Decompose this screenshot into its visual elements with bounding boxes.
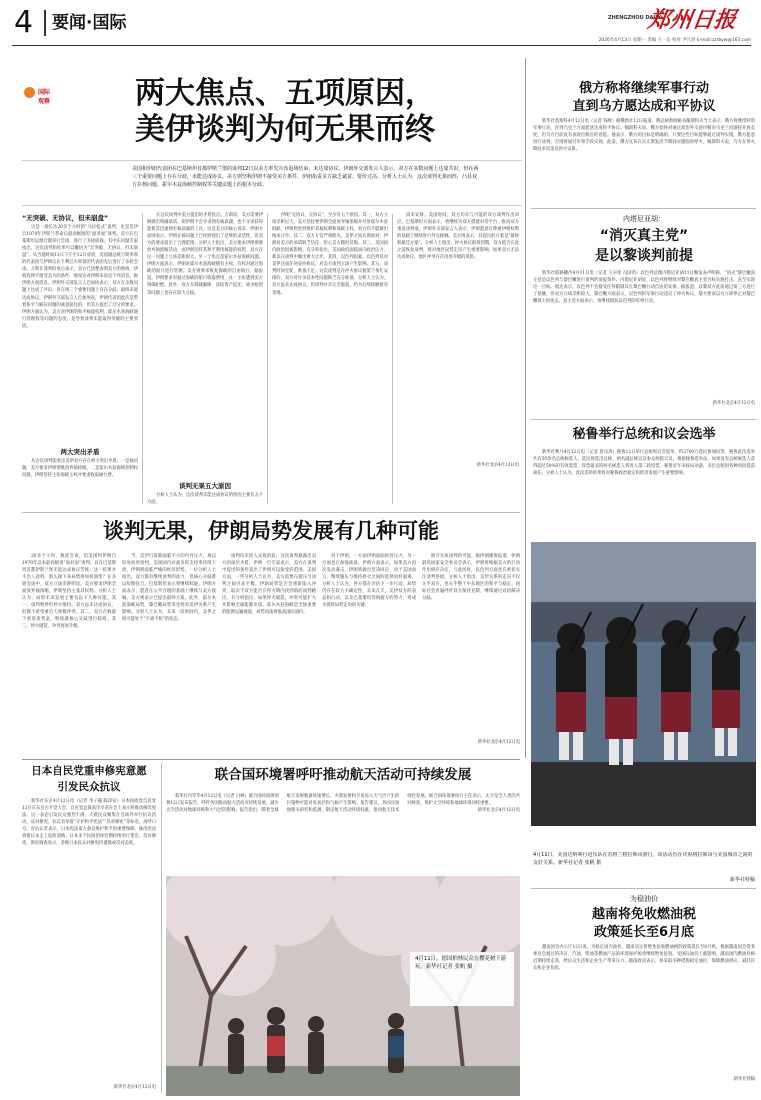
- section-name: 要闻·国际: [52, 13, 127, 33]
- main-headline-line2: 美伊谈判为何无果而终: [135, 112, 435, 147]
- paper-logo: 郑州日报: [646, 7, 738, 33]
- japan-body: [22, 798, 156, 1096]
- main-byline: 新华社北京4月12日电: [476, 463, 519, 468]
- feature-headline: 谈判无果，伊朗局势发展有几种可能: [103, 519, 439, 543]
- right-mid-text: 新华社耶路撒冷4月11日电（记者 王卓伦 冯国芮）以色列总理内塔尼亚胡11日晚发表声明称，“消灭”黎巴嫩真主党是以色列与黎巴嫩进行谈判的前提条件。内塔尼亚胡说，以色列将继续对黎巴嫩真主党目标实施打击，直至实现这一目标。他还表示，以色列不会接受任何限制其在黎巴嫩行动自由的安排。据报道，以黎双方此前通过第三方进行了接触，但双方立场差距较大。黎巴嫩方面表示，以色列的军事行动违反了停火协议，黎方要求以方立即停止对黎巴嫩领土的攻击。真主党方面表示，将继续抵抗以色列的军事行动。: [533, 271, 755, 305]
- vietnam-kicker: 为稳油价: [630, 895, 658, 903]
- vietnam-headline-2: 政策延长至6月底: [593, 925, 695, 940]
- main-col3-body: 伊朗“无协议、无协议”，至少有五个原因。其一，双方立场差距过大。美方坚持要伊朗全面放弃铀浓缩并开放霍尔木兹海峡，伊朗则坚持维护其核权利和海峡主权，双方均不愿做出根本让步。其二，双方互信严重缺失。美伊之间长期敌对，伊朗对美方的承诺缺乏信任，担心美方随时反悔。其三，美国国内政治因素影响。有分析指出，美国政府面临国内政治压力，难以在谈判中做出重大让步。其四，以色列因素。以色列反对美伊达成任何妥协协议，对美方谈判立场产生影响。其五，谈判时间仓促、准备不足。这次谈判是在停火协议框架下匆忙安排的，双方对许多技术性问题缺乏充分准备。分析人士认为，双方虽未达成协议，但谈判并未完全破裂，仍为后续接触留有余地。: [272, 213, 388, 296]
- bagpipe-band-photo: [531, 542, 756, 826]
- unep-headline: 联合国环境署呼吁推动航天活动可持续发展: [214, 767, 472, 783]
- main-subhead-2: 两大突出矛盾: [60, 448, 100, 457]
- feature-col1-body: 20多个小时，数轮会谈，但美国和伊朗自1979年以来最高级别“面对面”谈判，以在巴基斯坦首都伊斯兰堡未能达成协议告终。这一结果并不出人意料，那么接下来局势将如何演变？在多轮会谈中，双方立场差距明显。美方要求伊朗全面放弃铀浓缩，伊朗坚持主张其权利。分析人士认为，局势未来发展主要有以下几种可能。其一，谈判暂停但停火维持。双方虽未达成协议，但都不希望重启大规模冲突。其二，双方在斡旋下重返谈判桌，继续就核心分歧进行磋商。其三，停火破裂，冲突再度升级。: [22, 554, 116, 630]
- main-col-2: [147, 212, 263, 512]
- main-col2-body: 在这次谈判中美方提出的矛盾焦点。万斯说，美方需要伊朗做出明确承诺，即伊朗不会寻求拥有核武器，也不寻求获得能使其迅速拥有核武器的工具。这是美方的核心诉求。伊朗方面则表示，伊朗在核问题上已经展现出了足够的灵活性，但美方的要求超出了合理范围。分析人士指出，美方要求伊朗彻底放弃铀浓缩活动，而伊朗坚持其和平利用核能的权利，双方在这一问题上立场差距很大。另一个焦点是霍尔木兹海峡问题。伊朗方面表示，伊朗对霍尔木兹海峡拥有主权，有权对通过海峡的船只进行管理。美方则要求恢复海峡的自由航行。据报道，伊朗要求对通过海峡的船只收取费用，这一主张遭到美方明确拒绝。此外，双方在制裁解除、冻结资产返还、战争赔偿等问题上也存在较大分歧。: [147, 213, 263, 296]
- header-rule: [12, 45, 751, 46]
- japan-headline-2: 引发民众抗议: [57, 781, 121, 793]
- page-column-rule: [525, 58, 526, 758]
- lead-text: 美国和伊朗代表团在巴基斯坦首都伊斯兰堡的谈判12日以美方率先宣布退场结束，未达成协议。伊朗外交部发言人表示，双方在多数问题上达成共识，但在两三个重要问题上存在分歧，未能达成协议。美方则坚称伊朗不接受美方条件。伊朗指责美方缺乏诚意、要价过高。分析人士认为，这次谈判无果而终，凸显双方在核问题、霍尔木兹海峡控制权等关键议题上的根本分歧。: [132, 166, 479, 188]
- right-mid-kicker: 内塔尼亚胡：: [623, 215, 665, 223]
- japan-text: 新华社东京4月12日电（记者 李子越 陈泽安）日本执政党自民党12日在东京召开党大会，自民党总裁高市早苗在会上表示将推动修改宪法。这一表态引发民众强烈不满，大批民众聚集在会场外举行抗议活动，反对修宪。抗议者举着“守护和平宪法”“反对修宪”等标语，高呼口号。有抗议者表示，日本宪法第九条是维护和平的重要保障，修改宪法将使日本走上危险道路。日本多个民间团体近期持续举行集会，反对修宪。舆论调查显示，多数日本民众对修宪持谨慎或反对态度。: [22, 799, 156, 847]
- main-headline: [80, 76, 490, 148]
- japan-headline: [22, 763, 156, 795]
- cherry-photo-caption: 4月11日，德国柏林民众在樱花树下游玩。新华社记者 张帆 摄: [410, 952, 514, 1006]
- rule: [22, 759, 520, 760]
- rule: [531, 208, 756, 209]
- issue-meta: 2026年4月13日 星期一 责编 王一岳 校对 尹月沛 E-mail:zzrbyw@163.com: [598, 38, 751, 43]
- bagpipe-photo-byline: 新华社特稿: [729, 877, 755, 883]
- page-number: 4: [14, 5, 34, 40]
- right-mid-headline-2: 是以黎谈判前提: [595, 248, 693, 264]
- vietnam-byline: 新华社特稿: [733, 1077, 755, 1082]
- feature-byline: 新华社北京4月12日电: [477, 740, 520, 745]
- main-col-1: [22, 212, 138, 512]
- japan-byline: 新华社北京4月12日电: [113, 1085, 156, 1090]
- feature-col-3: [222, 553, 316, 753]
- right-low-headline: 秘鲁举行总统和议会选举: [572, 427, 716, 442]
- feature-col2-body: 当，美伊目前都面临不小的内外压力，难以轻易放弃谈判。美国国内对战争的支持率持续下滑，伊朗则面临严峻的经济形势。一位分析人士指出，双方都有继续谈判的动力，但核心分歧难以短期弥合。巴基斯坦表示将继续斡旋。伊朗方面表示，愿意在公平合理的基础上继续与美方接触。美方则表示已提出最终方案。此外，霍尔木兹海峡局势、黎巴嫩局势等也将对美伊关系产生影响。分析人士认为，未来一段时间内，美伊之间可能处于“不战不和”的状态。: [122, 554, 216, 623]
- right-top-headline-2: 直到乌方愿达成和平协议: [572, 99, 716, 114]
- unep-text: 新华社内罗毕4月12日电（记者 白林）联合国环境规划署12日发布报告，呼吁各国推动航天活动可持续发展，减少太空活动对地球环境和大气层的影响。报告指出，随着全球航天发射数量快速增长，火箭发射和卫星再入大气层产生的污染物可能对臭氧层和气候产生影响。报告建议，各国应加强相关研究和监测，制定航天活动环境标准，推动航天技术绿色发展。联合国环境署执行主任表示，太空是全人类的共同财富，保护太空环境和地球环境同样重要。: [166, 794, 520, 814]
- main-col-3: [272, 212, 388, 508]
- badge-line1: 国际: [38, 89, 51, 96]
- feature-col-5: [422, 553, 520, 753]
- paper-pinyin: ZHENGZHOU DAILY: [608, 15, 662, 21]
- rule: [161, 763, 162, 1093]
- unep-byline: 新华社北京4月12日电: [477, 808, 520, 814]
- vietnam-headline-1: 越南将免收燃油税: [591, 907, 696, 922]
- bagpipe-band-illustration: [531, 542, 756, 826]
- right-top-headline: [533, 80, 755, 116]
- right-top-body: [533, 118, 755, 204]
- right-low-body: [533, 449, 755, 541]
- right-top-headline-1: 俄方称将继续军事行动: [578, 81, 709, 96]
- feature-col3-body: 谈判均未进入实质阶段，这次谈判暴露出双方的深层矛盾。伊朗一位专家表示，美方在谈判中提出的条件超出了伊朗可以接受的范围。美国方面，一些分析人士认为，美方需要在施压与谈判之间寻求平衡。伊朗局势是否会重新陷入冲突，取决于双方能否在停火期内找到新的谈判路径。有分析指出，如果停火破裂，冲突可能扩大并影响全球能源市场。霍尔木兹海峡是全球重要的能源运输通道，局势动荡将推高国际油价。: [222, 554, 316, 616]
- main-headline-line1: 两大焦点、五项原因，: [135, 76, 435, 111]
- rule: [267, 214, 268, 504]
- rule: [22, 512, 520, 513]
- feature-col-1: [22, 553, 116, 753]
- vietnam-body: [533, 944, 755, 1094]
- main-col2-body-b: 分析人士认为，这次谈判未能达成协议的原因主要有五个方面。: [147, 493, 263, 506]
- rule: [392, 214, 393, 504]
- right-mid-body: [533, 270, 755, 416]
- japan-headline-1: 日本自民党重申修宪意愿: [31, 765, 147, 777]
- right-mid-byline: 新华社北京4月12日电: [712, 401, 755, 406]
- right-mid-headline-1: “消灭真主党”: [599, 228, 689, 244]
- main-col-4: [397, 212, 519, 508]
- main-subhead-1: “无突破、无协议，但未崩盘”: [22, 214, 109, 222]
- feature-col5-body: 展开实质谈判的可能。据伊朗媒体报道，伊朗最高国家安全委员会表示，伊朗将根据美方的行动作出相应决定。与此同时，以色列方面也在密切关注谈判进展。分析人士指出，美伊关系的走向不仅关乎双方，也关乎整个中东地区的和平与稳定。国际社会普遍呼吁双方保持克制，继续通过对话解决分歧。: [422, 554, 520, 602]
- vietnam-headline: [533, 892, 755, 942]
- badge: [24, 85, 68, 115]
- rule: [142, 214, 143, 504]
- main-col1-body: 这是一场长达20多个小时的“马拉松式”谈判，也是美伊自1979年伊斯兰革命后最高级别的“面对面”谈判。双方在巴基斯坦总理官邸举行会谈，进行了多轮磋商。有中东问题专家指出，这次谈判的结果可以概括为“无突破、无协议，但未崩盘”。从当地时间11日下午至12日清晨，美国副总统万斯率领的代表团与伊朗议长卡利巴夫率领的代表团先后进行了多轮会谈。万斯在谈判结束后表示，美方已清楚表明美方的底线，伊朗选择不接受美方的条件。他说这对伊朗来说是个坏消息。据伊朗方面消息，伊朗外交部发言人巴加埃表示，双方在多数问题上达成了共识，但在两三个重要问题上存在分歧，最终未能达成协议。伊朗外交部发言人巴加埃说，伊朗代表团此次是带着和平与解决问题的诚意前往的，但美方提出了过分的要求。伊朗方面认为，美方对伊朗的和平核能权利、霍尔木兹海峡通行管理权等问题的态度，是导致谈判未能取得突破的主要原因。: [22, 225, 138, 329]
- page-header: [0, 0, 761, 48]
- bagpipe-photo-caption: 4月11日，美国达纳利行进乐队在苏格兰格拉斯哥游行，该活动旨在庆祝格拉斯哥与美国城市之间的友好关系。新华社记者 张帆 摄: [533, 852, 753, 866]
- right-top-text: 新华社莫斯科4月12日电（记者 钱峰）据俄新社12日报道，俄总统新闻秘书佩斯科夫当天表示，俄方将继续特别军事行动，直到乌克兰方面愿意达成和平协议。佩斯科夫说，俄方始终对通过政治外交途径解决乌克兰问题持开放态度，但乌方目前没有表现出相应的意愿。他表示，俄方的目标是明确的，只要这些目标能够通过谈判实现，俄方愿意进行谈判；否则将通过军事手段实现。此前，俄方宣布在东正教复活节期间实施临时停火。佩斯科夫说，乌方在停火期间多次违反停火安排。: [533, 119, 755, 153]
- right-mid-headline: [533, 212, 755, 266]
- rule: [531, 888, 756, 889]
- main-col1-body-b: 从这次谈判能看出美伊双方存在两大突出矛盾。一是核问题，美方要求伊朗彻底放弃铀浓缩，二是霍尔木兹海峡控制权问题，伊朗坚持主张海峡主权并要求收取通行费。: [22, 459, 138, 479]
- rule: [531, 419, 756, 420]
- feature-col4-body: 对于伊朗，一方面伊朗面临经济压力，另一方面也在加强战备。伊朗方面表示，如果美方再次发动袭击，伊朗将做出坚决回应。对于美国而言，继续施压与维持停火之间的选择同样艰难。分析人士认为，各方都在评估下一步行动，局势仍存在较大不确定性。未来几天，美伊双方的表态和行动，以及巴基斯坦等斡旋方的努力，将成为观察局势走向的关键。: [322, 554, 416, 609]
- vietnam-text: 越南国会办公厅12日说，为稳定国内油价，越南决定将暂免征收燃油税的政策延长至6月底。根据越南国会常务委员会通过的决议，汽油、柴油等燃油产品的环境保护税将继续暂免征收。受国际油价上涨影响，越南国内燃油价格近期持续走高，给民众生活和企业生产带来压力。越南政府表示，将采取多种措施稳定油价，保障燃油供应，减轻民众和企业负担。: [533, 945, 755, 972]
- cherry-blossom-photo: [166, 876, 520, 1096]
- main-col4-body: 尚未安排。美国时间，双方均未与可能的双方谈判作出回应。巴基斯坦方面表示，将继续为双方搭建对话平台，推动双方重返谈判桌。伊朗外交部发言人表示，伊朗愿意在尊重伊朗权利的基础上继续进行外交接触。美方则表示，其提出的方案是“最终和最佳方案”。分析人士指出，停火协议即将到期，双方能否在此之前恢复谈判，将对地区局势走向产生重要影响。如果双方无法达成协议，地区冲突存在再度升级的风险。: [397, 213, 519, 261]
- unep-body: [166, 793, 520, 873]
- right-low-text: 新华社利马4月12日电（记者 唐乐涛）秘鲁12日举行总统和议会选举，约2700万选民参加投票。秘鲁此次选举共有30余名总统候选人，选民将选出总统、两名副总统以及参众两院议员。根据秘鲁选举法，如果没有总统候选人获得超过50%的有效选票，得票最多的两名候选人将进入第二轮投票。秘鲁近年来政局动荡，多位总统因各种原因提前离任。分析人士认为，此次选举结果将对秘鲁政治稳定和经济发展产生重要影响。: [533, 450, 755, 477]
- feature-col-4: [322, 553, 416, 753]
- globe-icon: [24, 87, 35, 98]
- badge-line2: 观察: [38, 98, 51, 105]
- feature-col-2: [122, 553, 216, 753]
- main-subhead-3: 谈判无果五大原因: [179, 482, 231, 490]
- lead-paragraph: [22, 160, 522, 206]
- section-divider: [44, 10, 46, 36]
